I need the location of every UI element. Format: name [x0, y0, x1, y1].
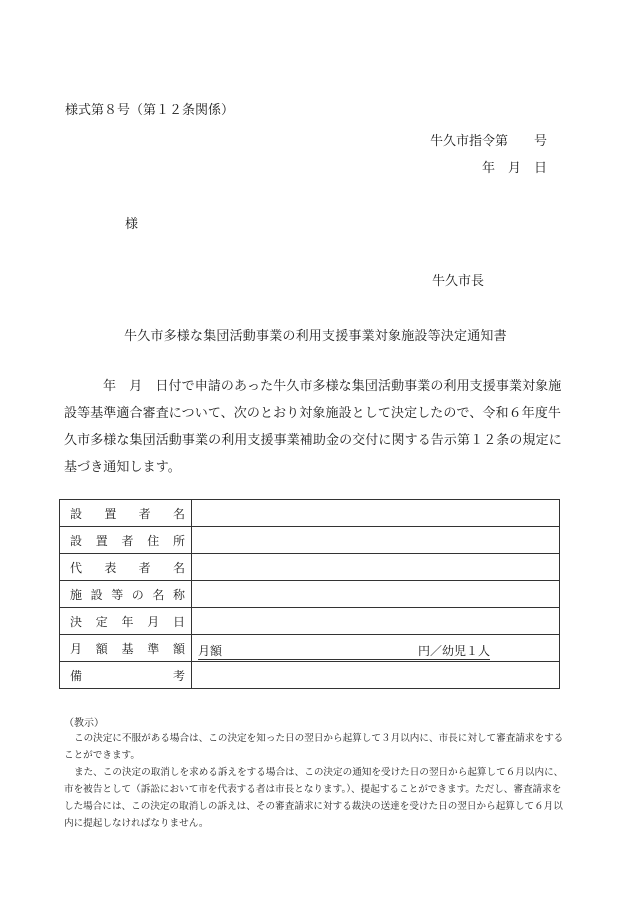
label-char: 住: [147, 533, 160, 548]
row-value[interactable]: [192, 581, 560, 608]
label-char: 置: [104, 506, 117, 521]
table-row: [60, 608, 560, 635]
issue-date: 年 月 日: [482, 161, 548, 176]
row-label: [60, 554, 192, 581]
reference-number: 牛久市指令第 号: [430, 134, 548, 149]
row-value[interactable]: [192, 554, 560, 581]
label-char: 等: [111, 587, 124, 602]
label-char: 月: [147, 614, 160, 629]
amount-suffix: 円／幼児１人: [418, 644, 491, 658]
label-char: 額: [95, 641, 108, 656]
row-value[interactable]: [192, 608, 560, 635]
label-char: 月: [70, 641, 83, 656]
label-char: 定: [95, 614, 108, 629]
addressee: 様: [125, 217, 139, 232]
issuer: 牛久市長: [432, 274, 485, 289]
row-label: [60, 608, 192, 635]
row-value[interactable]: [192, 662, 560, 689]
label-char: 設: [70, 533, 83, 548]
table-row: [60, 554, 560, 581]
row-value[interactable]: [192, 500, 560, 527]
label-char: 所: [172, 533, 185, 548]
label-char: の: [131, 587, 144, 602]
row-label: [60, 500, 192, 527]
label-char: 者: [138, 506, 151, 521]
label-char: 者: [121, 533, 134, 548]
label-char: 日: [172, 614, 185, 629]
label-char: 名: [152, 587, 165, 602]
table-row: [60, 527, 560, 554]
body-text: 年 月 日付で申請のあった牛久市多様な集団活動事業の利用支援事業対象施設等基準適合審査について、次のとおり対象施設として決定したので、令和６年度牛久市多様な集団活動事業の利用支援事業補助金の交付に関する告示第１２条の規定に基づき通知します。: [64, 379, 562, 475]
table-row: [60, 581, 560, 608]
label-char: 考: [172, 668, 185, 683]
row-label: [60, 662, 192, 689]
label-char: 施: [70, 587, 83, 602]
label-char: 名: [172, 560, 185, 575]
note-paragraph: また、この決定の取消しを求める訴えをする場合は、この決定の通知を受けた日の翌日から起算して６月以内に、市を被告として（訴訟において市を代表する者は市長となります。）、提起することができます。ただし、審査請求をした場合には、この決定の取消しの訴えは、その審査請求に対する裁決の送達を受けた日の翌日から起算して６月以内に提起しなければなりません。: [64, 767, 564, 829]
label-char: 表: [104, 560, 117, 575]
label-char: 決: [70, 614, 83, 629]
row-label: [60, 581, 192, 608]
label-char: 準: [147, 641, 160, 656]
table-row: [60, 635, 560, 662]
notes-heading: （教示）: [64, 718, 104, 729]
label-char: 置: [95, 533, 108, 548]
row-value[interactable]: [192, 527, 560, 554]
note-paragraph: この決定に不服がある場合は、この決定を知った日の翌日から起算して３月以内に、市長に対して審査請求をすることができます。: [64, 733, 564, 761]
row-label: [60, 527, 192, 554]
info-table: [59, 499, 560, 689]
label-char: 備: [70, 668, 83, 683]
label-char: 設: [90, 587, 103, 602]
row-label: [60, 635, 192, 662]
form-number: 様式第８号（第１２条関係）: [65, 103, 235, 118]
notes: [64, 730, 566, 832]
row-value[interactable]: [192, 635, 560, 662]
table-row: [60, 500, 560, 527]
label-char: 設: [70, 506, 83, 521]
label-char: 額: [172, 641, 185, 656]
label-char: 年: [121, 614, 134, 629]
label-char: 基: [121, 641, 134, 656]
amount-prefix: 月額: [198, 644, 223, 658]
label-char: 称: [172, 587, 185, 602]
table-row: [60, 662, 560, 689]
label-char: 代: [70, 560, 83, 575]
label-char: 名: [172, 506, 185, 521]
document-title: 牛久市多様な集団活動事業の利用支援事業対象施設等決定通知書: [124, 329, 507, 344]
label-char: 者: [138, 560, 151, 575]
